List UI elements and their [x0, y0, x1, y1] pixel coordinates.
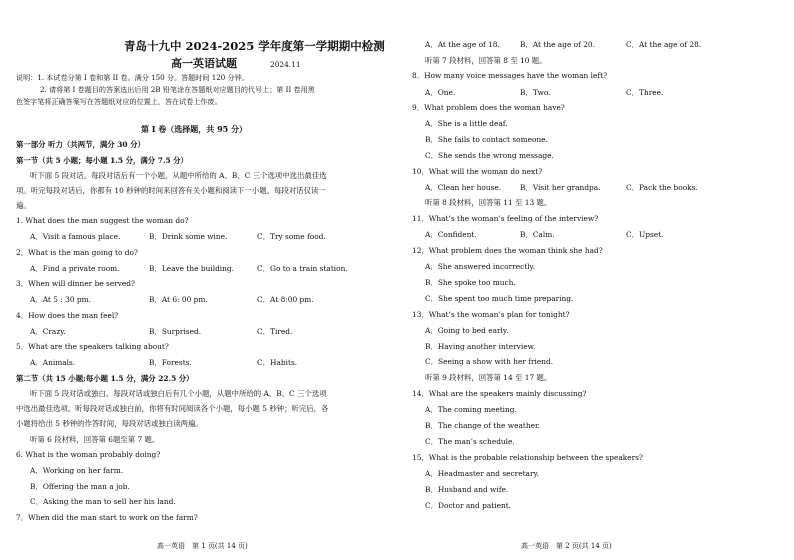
- option-c: C．Asking the man to sell her his land.: [30, 497, 176, 506]
- page-footer: 高一英语 第 1 页(共 14 页): [157, 542, 248, 550]
- instruction-line: 项。听完每段对话后，你都有 10 秒钟的时间来回答有关小题和阅读下一小题。每段对话仅读一: [16, 186, 326, 195]
- option-c: C．The man’s schedule.: [425, 437, 515, 446]
- option-c: C．At the age of 28.: [626, 40, 702, 49]
- option-b: B．Calm.: [520, 230, 555, 239]
- option-a: A．The coming meeting.: [425, 405, 517, 414]
- option-a: A．Find a private room.: [30, 264, 120, 273]
- page-footer: 高一英语 第 2 页(共 14 页): [521, 542, 612, 550]
- option-a: A．Clean her house.: [425, 183, 502, 192]
- option-a: A．Animals.: [30, 358, 76, 367]
- option-c: C．Habits.: [257, 358, 298, 367]
- listening-material-note: 听第 6 段材料，回答第 6题至第 7 题。: [30, 435, 160, 444]
- question-6: 6. What is the woman probably doing?: [16, 450, 161, 459]
- option-c: C．Go to a train station.: [257, 264, 348, 273]
- option-a: A．Going to bed early.: [425, 326, 509, 335]
- option-c: C．Upset.: [626, 230, 664, 239]
- note-line: 2. 请将第 I 卷题目的答案选出后用 2B 铅笔涂在答题纸对应题目的代号上；第 II 卷用黑: [40, 85, 315, 94]
- option-c: C．Three.: [626, 88, 664, 97]
- note-line: 色签字笔将正确答案写在答题纸对应的位置上，答在试卷上作废。: [16, 97, 222, 106]
- option-c: C．Pack the books.: [626, 183, 698, 192]
- listening-material-note: 听第 8 段材料，回答第 11 至 13 题。: [425, 198, 552, 207]
- exam-subtitle: 高一英语试题: [171, 57, 237, 70]
- option-b: B．Two.: [520, 88, 551, 97]
- question-14: 14．What are the speakers mainly discussing?: [412, 389, 587, 398]
- option-a: A．Crazy.: [30, 327, 66, 336]
- option-b: B．Forests.: [149, 358, 192, 367]
- listening-material-note: 听第 9 段材料，回答第 14 至 17 题。: [425, 373, 552, 382]
- question-5: 5．What are the speakers talking about?: [16, 342, 169, 351]
- option-b: B．Having another interview.: [425, 342, 536, 351]
- question-7: 7．When did the man start to work on the farm?: [16, 513, 198, 522]
- instruction-line: 听下面 5 段对话。每段对话后有一个小题，从题中所给的 A、B、C 三个选项中选出最佳选: [30, 171, 327, 180]
- option-c: C．Doctor and patient.: [425, 501, 512, 510]
- question-13: 13．What’s the woman’s plan for tonight?: [412, 310, 570, 319]
- option-c: C．She spent too much time preparing.: [425, 294, 574, 303]
- page-2: [397, 0, 794, 560]
- option-b: B．Husband and wife.: [425, 485, 509, 494]
- section-title: 第 I 卷（选择题，共 95 分）: [141, 124, 248, 134]
- exam-title: 青岛十九中 2024-2025 学年度第一学期期中检测: [124, 39, 385, 53]
- option-b: B．Visit her grandpa.: [520, 183, 601, 192]
- option-b: B．She fails to contact someone.: [425, 135, 548, 144]
- option-a: A．At 5 : 30 pm.: [30, 295, 91, 304]
- question-9: 9．What problem does the woman have?: [412, 103, 565, 112]
- option-b: B．Surprised.: [149, 327, 202, 336]
- option-a: A．She is a little deaf.: [425, 119, 508, 128]
- question-4: 4．How does the man feel?: [16, 311, 119, 320]
- instruction-line: 小题将给出 5 秒钟的作答时间，每段对话或独白读两遍。: [16, 419, 203, 428]
- option-a: A．Headmaster and secretary.: [425, 469, 540, 478]
- option-b: B．The change of the weather.: [425, 421, 541, 430]
- question-10: 10．What will the woman do next?: [412, 167, 543, 176]
- option-a: A．Visit a famous place.: [30, 232, 121, 241]
- instruction-line: 听下面 5 段对话或独白。每段对话或独白后有几个小题，从题中所给的 A、B、C 三个选项: [30, 389, 327, 398]
- option-c: C．Seeing a show with her friend.: [425, 357, 554, 366]
- question-8: 8．How many voice messages have the woman left?: [412, 71, 608, 80]
- option-c: C．Try some food.: [257, 232, 326, 241]
- question-2: 2．What is the man going to do?: [16, 248, 138, 257]
- option-b: B．Offering the man a job.: [30, 482, 130, 491]
- question-12: 12．What problem does the woman think she had?: [412, 246, 603, 255]
- section-heading: 第一节（共 5 小题；每小题 1.5 分，满分 7.5 分）: [16, 156, 188, 165]
- part-heading: 第一部分 听力（共两节，满分 30 分）: [16, 140, 145, 149]
- option-b: B．She spoke too much.: [425, 278, 516, 287]
- option-b: B．Leave the building.: [149, 264, 235, 273]
- option-c: C．Tired.: [257, 327, 293, 336]
- exam-date: 2024.11: [270, 60, 301, 69]
- note-line: 说明：1. 本试卷分第 I 卷和第 II 卷。满分 150 分。答题时间 120 分钟。: [16, 73, 249, 82]
- option-b: B．Drink some wine.: [149, 232, 228, 241]
- question-1: 1. What does the man suggest the woman do?: [16, 216, 189, 225]
- listening-material-note: 听第 7 段材料，回答第 8 至 10 题。: [425, 56, 547, 65]
- option-a: A．At the age of 18.: [425, 40, 500, 49]
- instruction-line: 遍。: [16, 201, 31, 210]
- option-a: A．She answered incorrectly.: [425, 262, 536, 271]
- instruction-line: 中选出最佳选项。听每段对话或独白前，你将有时间阅读各个小题，每小题 5 秒钟；听完后，各: [16, 404, 329, 413]
- section-heading: 第二节（共 15 小题;每小题 1.5 分，满分 22.5 分）: [16, 374, 194, 383]
- question-3: 3．When will dinner be served?: [16, 279, 135, 288]
- option-a: A．One.: [425, 88, 456, 97]
- option-b: B．At 6: 00 pm.: [149, 295, 208, 304]
- option-a: A．Working on her farm.: [30, 466, 124, 475]
- question-11: 11．What’s the woman’s feeling of the interview?: [412, 214, 599, 223]
- option-c: C．At 8:00 pm.: [257, 295, 314, 304]
- option-c: C．She sends the wrong message.: [425, 151, 554, 160]
- option-b: B．At the age of 20.: [520, 40, 595, 49]
- question-15: 15．What is the probable relationship between the speakers?: [412, 453, 643, 462]
- option-a: A．Confident.: [425, 230, 477, 239]
